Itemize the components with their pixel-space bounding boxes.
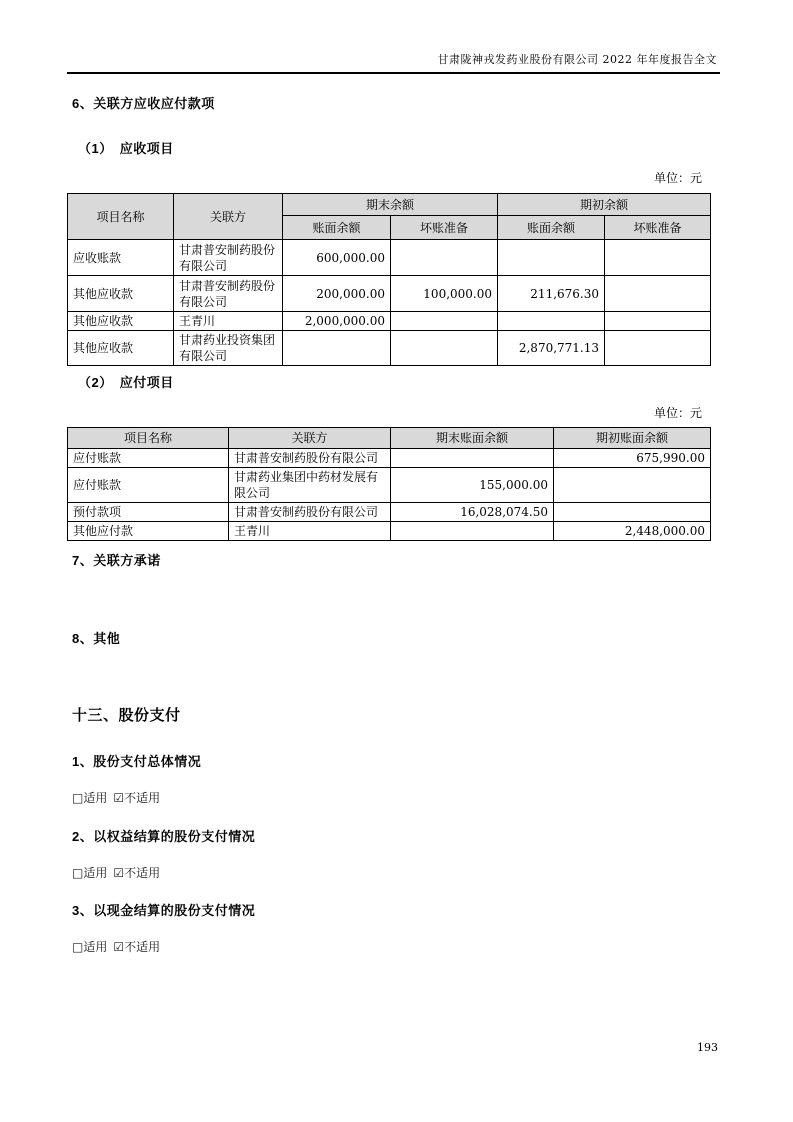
receivables-table — [67, 193, 711, 366]
cell-item: 应收账款 — [68, 240, 174, 276]
page-number: 193 — [697, 1041, 718, 1054]
checkbox-unchecked-icon: □ — [72, 866, 84, 880]
col-header-ending-balance: 期末余额 — [283, 194, 498, 216]
section-13-1-title: 1、股份支付总体情况 — [72, 754, 202, 769]
col-header-item: 项目名称 — [68, 428, 229, 449]
checkbox-checked-icon: ☑ — [113, 791, 125, 805]
table-row — [68, 240, 711, 276]
section-7-title: 7、关联方承诺 — [72, 553, 161, 568]
cell-beg-bad — [605, 312, 711, 331]
section-8-title: 8、其他 — [72, 631, 121, 646]
section-13-3-title: 3、以现金结算的股份支付情况 — [72, 903, 256, 918]
col-header-bad-debt: 坏账准备 — [391, 216, 498, 240]
applicable-label: 适用 — [83, 791, 108, 805]
section-13-title: 十三、股份支付 — [72, 707, 181, 724]
cell-end-book: 200,000.00 — [283, 276, 391, 312]
table-row — [68, 522, 711, 541]
table-row — [68, 331, 711, 366]
checkbox-checked-icon: ☑ — [113, 866, 125, 880]
col-header-beginning-balance: 期初余额 — [498, 194, 711, 216]
not-applicable-label: 不适用 — [124, 940, 161, 954]
cell-beg-bad — [605, 331, 711, 366]
checkbox-checked-icon: ☑ — [113, 940, 125, 954]
col-header-book-balance: 账面余额 — [283, 216, 391, 240]
col-header-bad-debt: 坏账准备 — [605, 216, 711, 240]
cell-related-party: 甘肃药业投资集团有限公司 — [174, 331, 283, 366]
cell-ending: 16,028,074.50 — [391, 503, 554, 522]
table-row — [68, 468, 711, 503]
unit-label-receivables: 单位：元 — [653, 171, 702, 185]
applicable-label: 适用 — [83, 866, 108, 880]
cell-beg-book: 211,676.30 — [498, 276, 605, 312]
cell-beginning — [554, 468, 711, 503]
checkbox-unchecked-icon: □ — [72, 940, 84, 954]
applicability-line — [72, 866, 160, 881]
cell-end-bad — [391, 312, 498, 331]
applicable-label: 适用 — [83, 940, 108, 954]
cell-item: 其他应收款 — [68, 312, 174, 331]
applicability-line — [72, 940, 160, 955]
cell-item: 预付款项 — [68, 503, 229, 522]
cell-end-bad — [391, 240, 498, 276]
cell-end-book — [283, 331, 391, 366]
unit-label-payables: 单位：元 — [653, 406, 702, 420]
cell-end-bad — [391, 331, 498, 366]
cell-end-bad: 100,000.00 — [391, 276, 498, 312]
cell-item: 其他应收款 — [68, 331, 174, 366]
col-header-related-party: 关联方 — [229, 428, 391, 449]
cell-item: 其他应付款 — [68, 522, 229, 541]
cell-beginning: 2,448,000.00 — [554, 522, 711, 541]
header-divider — [67, 72, 720, 74]
col-header-book-balance: 账面余额 — [498, 216, 605, 240]
cell-item: 应付账款 — [68, 449, 229, 468]
cell-related-party: 甘肃药业集团中药材发展有限公司 — [229, 468, 391, 503]
col-header-beginning-book-balance: 期初账面余额 — [554, 428, 711, 449]
cell-beginning — [554, 503, 711, 522]
cell-beg-book — [498, 240, 605, 276]
cell-beg-book — [498, 312, 605, 331]
cell-ending — [391, 522, 554, 541]
cell-related-party: 甘肃普安制药股份有限公司 — [174, 276, 283, 312]
section-6-title: 6、关联方应收应付款项 — [72, 96, 215, 111]
cell-beg-bad — [605, 276, 711, 312]
applicability-line — [72, 791, 160, 806]
payables-table — [67, 427, 711, 541]
table-header-row — [68, 428, 711, 449]
section-13-2-title: 2、以权益结算的股份支付情况 — [72, 829, 256, 844]
document-header-title: 甘肃陇神戎发药业股份有限公司 2022 年年度报告全文 — [437, 53, 717, 66]
cell-item: 其他应收款 — [68, 276, 174, 312]
cell-item: 应付账款 — [68, 468, 229, 503]
table-row — [68, 312, 711, 331]
cell-ending: 155,000.00 — [391, 468, 554, 503]
checkbox-unchecked-icon: □ — [72, 791, 84, 805]
cell-end-book: 600,000.00 — [283, 240, 391, 276]
cell-beg-bad — [605, 240, 711, 276]
col-header-ending-book-balance: 期末账面余额 — [391, 428, 554, 449]
section-6-2-title: （2） 应付项目 — [78, 375, 174, 390]
not-applicable-label: 不适用 — [124, 791, 161, 805]
table-row — [68, 276, 711, 312]
cell-related-party: 王青川 — [174, 312, 283, 331]
cell-beg-book: 2,870,771.13 — [498, 331, 605, 366]
table-header-row — [68, 194, 711, 216]
col-header-related-party: 关联方 — [174, 194, 283, 240]
table-row — [68, 503, 711, 522]
section-6-1-title: （1） 应收项目 — [78, 141, 174, 156]
cell-beginning: 675,990.00 — [554, 449, 711, 468]
not-applicable-label: 不适用 — [124, 866, 161, 880]
cell-related-party: 甘肃普安制药股份有限公司 — [229, 449, 391, 468]
cell-related-party: 王青川 — [229, 522, 391, 541]
cell-related-party: 甘肃普安制药股份有限公司 — [174, 240, 283, 276]
table-row — [68, 449, 711, 468]
cell-related-party: 甘肃普安制药股份有限公司 — [229, 503, 391, 522]
col-header-item: 项目名称 — [68, 194, 174, 240]
cell-end-book: 2,000,000.00 — [283, 312, 391, 331]
cell-ending — [391, 449, 554, 468]
